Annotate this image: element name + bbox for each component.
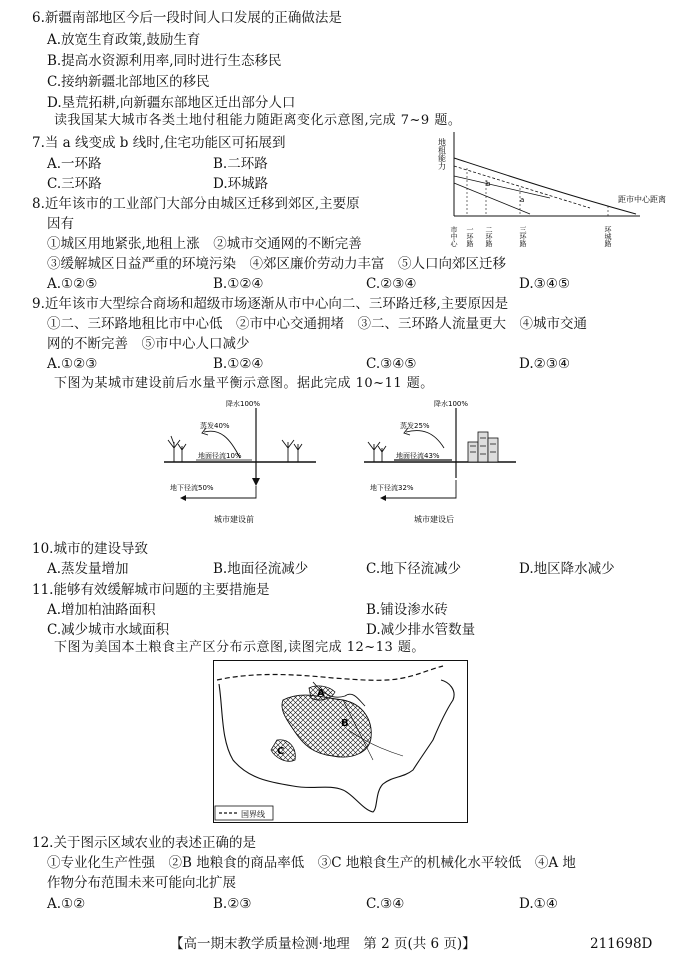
rent-chart-line-c [454, 183, 530, 214]
rent-chart-ylabel: 地租能力 [437, 138, 447, 170]
q12-items-line1: ①专业化生产性强 ②B 地粮食的商品率低 ③C 地粮食生产的机械化水平较低 ④A 地 [47, 855, 576, 871]
q11-option-b: B.铺设渗水砖 [366, 602, 448, 618]
after-trees [368, 442, 386, 462]
q7-option-d: D.环城路 [213, 176, 269, 192]
q8-items-line1: ①城区用地紧张,地租上涨 ②城市交通网的不断完善 [47, 236, 362, 252]
q9-option-c: C.③④⑤ [366, 356, 417, 372]
intro-7-9: 读我国某大城市各类土地付租能力随距离变化示意图,完成 7~9 题。 [54, 113, 462, 128]
after-evap-label: 蒸发25% [400, 422, 430, 430]
before-ground-label: 地下径流50% [170, 484, 214, 492]
q8-option-b: B.①②④ [213, 276, 264, 292]
before-evap-label: 蒸发40% [200, 422, 230, 430]
rent-chart-xlabel: 距市中心距离 [618, 195, 666, 204]
q8-option-d: D.③④⑤ [519, 276, 570, 292]
q9-option-d: D.②③④ [519, 356, 570, 372]
q8-stem-line1: 8.近年该市的工业部门大部分由城区迁移到郊区,主要原 [32, 196, 360, 212]
rent-chart-tick-ring3: 三环路 [519, 226, 527, 247]
rent-chart-line-a [454, 176, 550, 198]
map-label-a: A [317, 688, 325, 699]
q10-option-b: B.地面径流减少 [213, 561, 309, 577]
q6-option-a: A.放宽生育政策,鼓励生育 [47, 32, 201, 48]
water-balance-after-figure [360, 398, 520, 528]
q11-option-d: D.减少排水管数量 [366, 622, 476, 638]
rent-chart-tick-ring1: 一环路 [466, 226, 474, 247]
map-label-b: B [341, 718, 349, 729]
q10-option-d: D.地区降水减少 [519, 561, 615, 577]
q12-items-line2: 作物分布范围未来可能向北扩展 [47, 875, 236, 891]
q9-option-b: B.①②④ [213, 356, 264, 372]
rent-chart-label-a: a [520, 196, 525, 204]
q9-option-a: A.①②③ [47, 356, 98, 372]
rent-chart-tick-ring2: 二环路 [485, 226, 493, 247]
q8-items-line2: ③缓解城区日益严重的环境污染 ④郊区廉价劳动力丰富 ⑤人口向郊区迁移 [47, 256, 506, 272]
q6-option-b: B.提高水资源利用率,同时进行生态移民 [47, 53, 282, 69]
rent-chart-tick-outer: 环城路 [604, 226, 612, 247]
q6-stem: 6.新疆南部地区今后一段时间人口发展的正确做法是 [32, 10, 342, 26]
intro-12-13: 下图为美国本土粮食主产区分布示意图,读图完成 12~13 题。 [54, 640, 425, 655]
rent-chart-label-b: b [486, 180, 491, 188]
q8-option-a: A.①②⑤ [47, 276, 98, 292]
q9-items-line1: ①二、三环路地租比市中心低 ②市中心交通拥堵 ③二、三环路人流量更大 ④城市交通 [47, 316, 587, 332]
rent-chart-line-main [454, 158, 636, 214]
q9-stem: 9.近年该市大型综合商场和超级市场逐渐从市中心向二、三环路迁移,主要原因是 [32, 296, 509, 312]
footer-code: 211698D [590, 936, 653, 952]
q12-stem: 12.关于图示区域农业的表述正确的是 [32, 835, 256, 851]
after-rain-label: 降水100% [434, 400, 469, 408]
q12-option-d: D.①④ [519, 896, 558, 912]
map-label-c: C [277, 746, 285, 757]
q10-option-c: C.地下径流减少 [366, 561, 462, 577]
rent-chart-tick-center: 市中心 [450, 226, 458, 247]
q9-items-line2: 网的不断完善 ⑤市中心人口减少 [47, 336, 250, 352]
q10-stem: 10.城市的建设导致 [32, 541, 148, 557]
q6-option-d: D.垦荒拓耕,向新疆东部地区迁出部分人口 [47, 95, 296, 111]
usa-grain-map [213, 660, 468, 823]
water-balance-before-figure [160, 398, 320, 528]
q11-option-a: A.增加柏油路面积 [47, 602, 156, 618]
footer-title: 【高一期末教学质量检测·地理 第 2 页(共 6 页)】 [170, 936, 476, 952]
q7-stem: 7.当 a 线变成 b 线时,住宅功能区可拓展到 [32, 135, 286, 151]
q7-option-a: A.一环路 [47, 156, 102, 172]
before-caption: 城市建设前 [214, 515, 254, 524]
before-rain-label: 降水100% [226, 400, 261, 408]
q11-option-c: C.减少城市水域面积 [47, 622, 170, 638]
rent-capacity-chart [437, 128, 666, 248]
q12-option-b: B.②③ [213, 896, 252, 912]
after-buildings [468, 432, 498, 462]
after-surface-label: 地面径流43% [396, 452, 440, 460]
before-surface-label: 地面径流10% [198, 452, 242, 460]
q10-option-a: A.蒸发量增加 [47, 561, 129, 577]
q6-option-c: C.接纳新疆北部地区的移民 [47, 74, 210, 90]
q12-option-c: C.③④ [366, 896, 405, 912]
map-legend-label: 国界线 [241, 810, 265, 819]
q11-stem: 11.能够有效缓解城市问题的主要措施是 [32, 582, 270, 598]
intro-10-11: 下图为某城市建设前后水量平衡示意图。据此完成 10~11 题。 [54, 376, 434, 391]
q7-option-b: B.二环路 [213, 156, 268, 172]
q8-option-c: C.②③④ [366, 276, 417, 292]
after-caption: 城市建设后 [414, 515, 454, 524]
after-ground-label: 地下径流32% [370, 484, 414, 492]
q12-option-a: A.①② [47, 896, 86, 912]
q7-option-c: C.三环路 [47, 176, 102, 192]
q8-stem-line2: 因有 [47, 216, 74, 232]
